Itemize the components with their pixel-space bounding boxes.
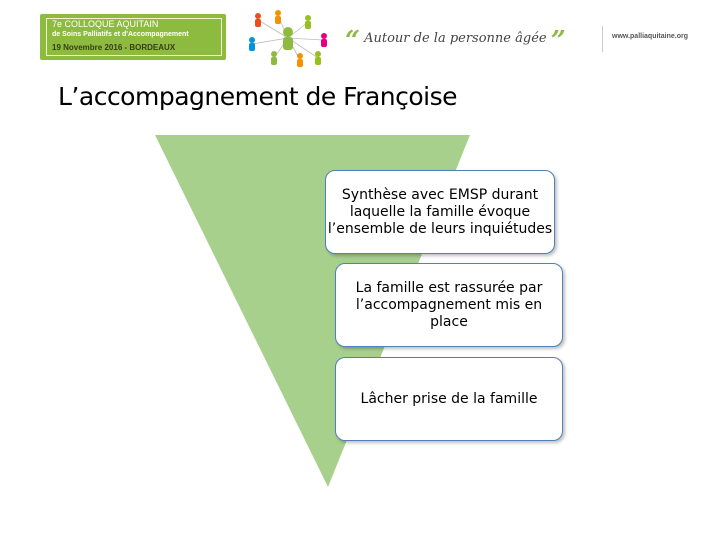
website-link[interactable]: www.palliaquitaine.org — [612, 33, 688, 40]
step-text-1: Synthèse avec EMSP durant laquelle la famille évoque l’ensemble de leurs inquiétudes — [327, 186, 553, 237]
logo-title: 7e COLLOQUE AQUITAIN — [52, 19, 159, 29]
logo-date: 19 Novembre 2016 - BORDEAUX — [52, 43, 176, 52]
logo-subtitle: de Soins Palliatifs et d'Accompagnement — [52, 31, 189, 38]
open-quote-icon: “ — [345, 26, 360, 56]
tagline-text: Autour de la personne âgée — [364, 31, 547, 46]
step-box-2 — [335, 263, 563, 347]
slide-title: L’accompagnement de Françoise — [58, 82, 458, 111]
step-box-1 — [325, 170, 555, 254]
step-text-2: La famille est rassurée par l’accompagnement mis en place — [355, 279, 543, 330]
close-quote-icon: ” — [550, 26, 566, 56]
step-text-3: Lâcher prise de la famille — [360, 390, 538, 407]
step-box-3 — [335, 357, 563, 441]
